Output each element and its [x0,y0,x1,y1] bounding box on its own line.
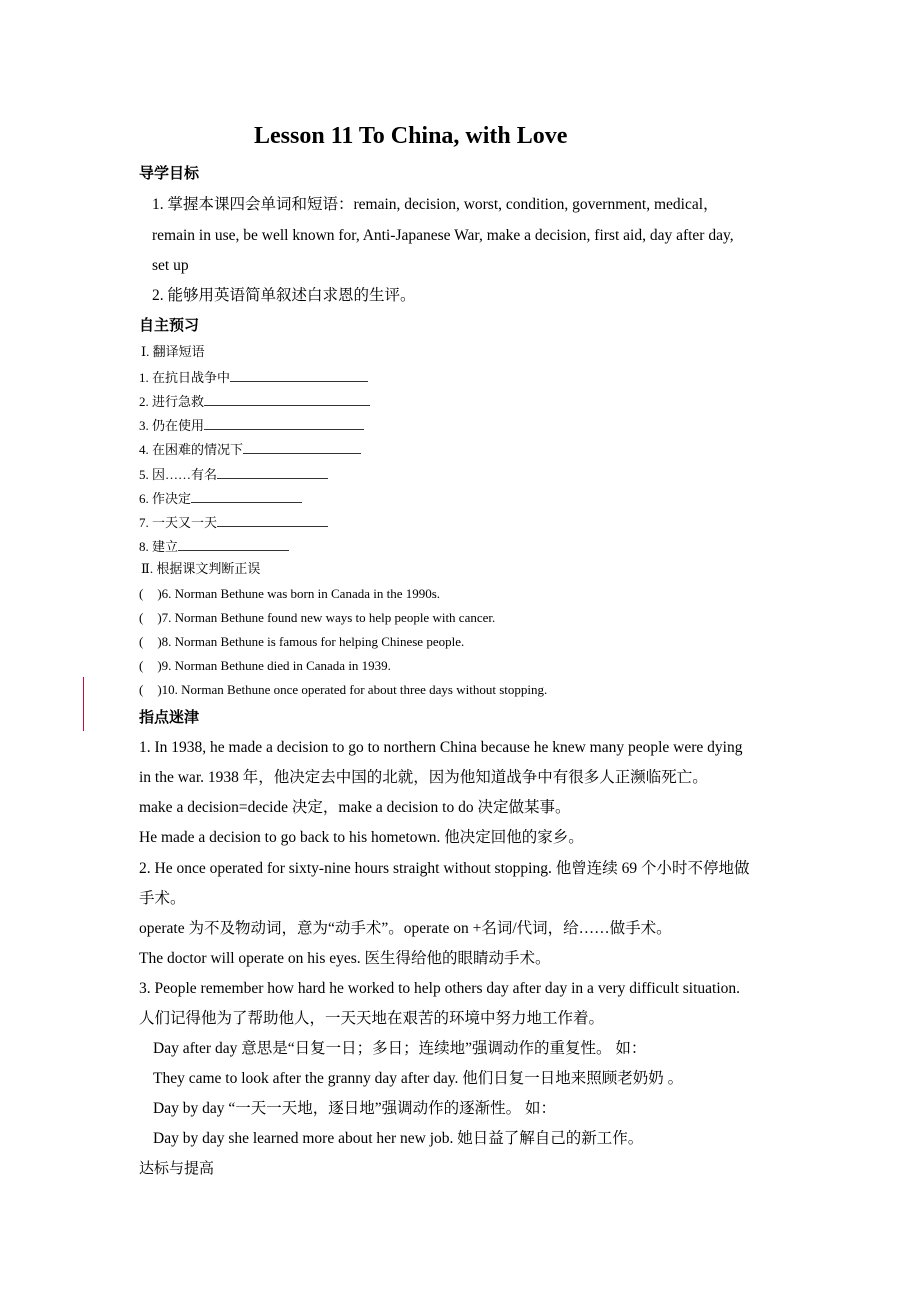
goal-1-line-2: remain in use, be well known for, Anti-Japanese War, make a decision, first aid, day after day, [152,227,734,244]
translate-item-label: 2. 进行急救 [139,394,205,409]
translate-item-2 [139,393,370,408]
statement-text: )6. Norman Bethune was born in Canada in the 1990s. [157,586,441,601]
answer-paren-open[interactable]: ( [139,586,144,601]
translate-item-label: 5. 因……有名 [139,467,218,482]
answer-blank-8[interactable] [178,538,289,551]
translate-item-6 [139,490,302,505]
true-false-item-8 [139,635,464,648]
guidance-line-3: make a decision=decide 决定，make a decision to do 决定做某事。 [139,799,571,816]
answer-blank-6[interactable] [191,490,302,503]
margin-marker-line [83,677,84,731]
true-false-item-6 [139,587,440,600]
guidance-line-11: Day after day 意思是“日复一日；多日；连续地”强调动作的重复性。 如： [153,1040,647,1057]
answer-blank-5[interactable] [217,466,328,479]
guidance-line-13: Day by day “一天一天地，逐日地”强调动作的逐渐性。 如： [153,1100,556,1117]
guidance-line-12: They came to look after the granny day after day. 他们日复一日地来照顾老奶奶 。 [153,1070,684,1087]
answer-blank-7[interactable] [217,514,328,527]
section-heading-guidance: 指点迷津 [139,708,200,726]
statement-text: )7. Norman Bethune found new ways to help people with cancer. [157,610,496,625]
true-false-item-7 [139,611,495,624]
translate-item-label: 1. 在抗日战争中 [139,370,231,385]
statement-text: )8. Norman Bethune is famous for helping Chinese people. [157,634,465,649]
section-heading-preview: 自主预习 [139,316,200,334]
section-heading-practice: 达标与提高 [139,1159,215,1177]
translate-item-label: 3. 仍在使用 [139,418,205,433]
true-false-item-9 [139,659,391,672]
guidance-line-2: in the war. 1938 年，他决定去中国的北就，因为他知道战争中有很多人正濒临死亡。 [139,769,708,786]
section-heading-goals: 导学目标 [139,164,200,182]
guidance-line-14: Day by day she learned more about her new job. 她日益了解自己的新工作。 [153,1130,644,1147]
translate-item-label: 4. 在困难的情况下 [139,442,244,457]
true-false-item-10 [139,683,547,696]
guidance-line-1: 1. In 1938, he made a decision to go to northern China because he knew many people were dying [139,739,743,756]
guidance-line-9: 3. People remember how hard he worked to help others day after day in a very difficult situation. [139,980,741,997]
guidance-line-10: 人们记得他为了帮助他人，一天天地在艰苦的环境中努力地工作着。 [139,1010,605,1027]
guidance-line-6: 手术。 [139,890,186,907]
answer-blank-4[interactable] [243,441,361,454]
translate-item-3 [139,417,364,432]
page-title: Lesson 11 To China, with Love [254,123,568,149]
goal-2-line-1: 2. 能够用英语简单叙述白求恩的生评。 [152,287,416,304]
answer-paren-open[interactable]: ( [139,682,144,697]
part2-heading: Ⅱ. 根据课文判断正误 [141,561,261,576]
part1-heading: Ⅰ. 翻译短语 [141,344,205,359]
translate-item-label: 8. 建立 [139,539,179,554]
answer-paren-open[interactable]: ( [139,610,144,625]
guidance-line-5: 2. He once operated for sixty-nine hours straight without stopping. 他曾连续 69 个小时不停地做 [139,860,750,877]
translate-item-5 [139,466,328,481]
translate-item-4 [139,441,361,456]
guidance-line-8: The doctor will operate on his eyes. 医生得给他的眼睛动手术。 [139,950,551,967]
translate-item-1 [139,369,368,384]
statement-text: )9. Norman Bethune died in Canada in 1939. [157,658,391,673]
goal-1-line-3: set up [152,257,189,274]
translate-item-label: 6. 作决定 [139,491,192,506]
translate-item-7 [139,514,328,529]
answer-blank-1[interactable] [230,369,368,382]
guidance-line-7: operate 为不及物动词，意为“动手术”。operate on +名词/代词，给……做手术。 [139,920,672,937]
statement-text: )10. Norman Bethune once operated for about three days without stopping. [157,682,548,697]
translate-item-label: 7. 一天又一天 [139,515,218,530]
translate-item-8 [139,538,289,553]
answer-blank-3[interactable] [204,417,364,430]
answer-blank-2[interactable] [204,393,370,406]
answer-paren-open[interactable]: ( [139,634,144,649]
guidance-line-4: He made a decision to go back to his hometown. 他决定回他的家乡。 [139,829,584,846]
answer-paren-open[interactable]: ( [139,658,144,673]
goal-1-line-1: 1. 掌握本课四会单词和短语：remain, decision, worst, condition, government, medical， [152,196,719,213]
